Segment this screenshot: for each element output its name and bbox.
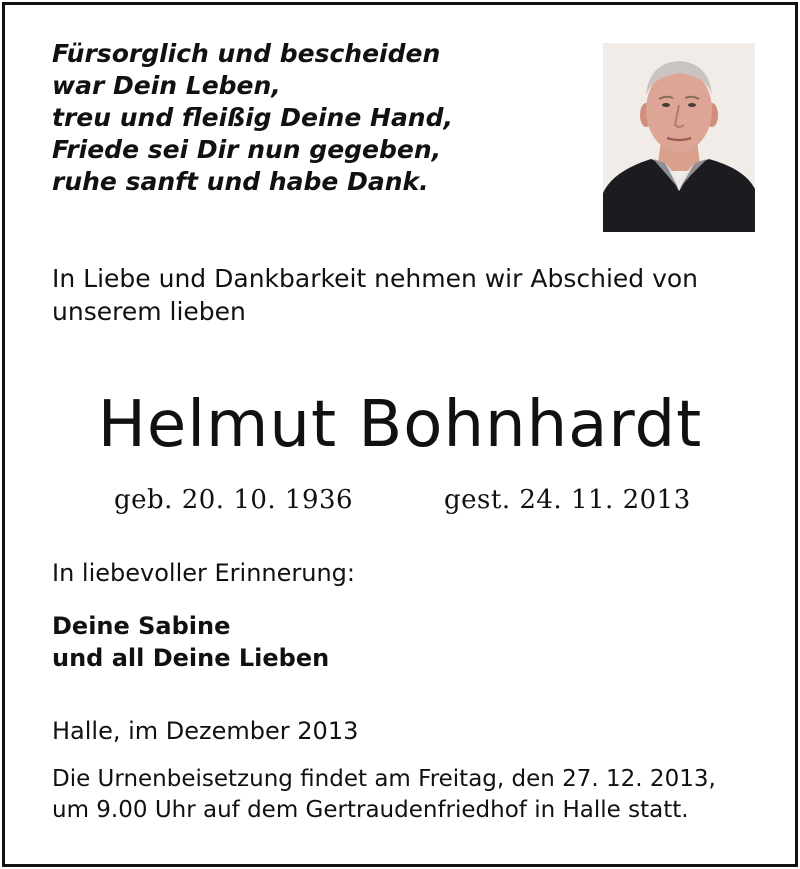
memory-line: In liebevoller Erinnerung: [52,559,355,587]
intro-text [52,262,698,328]
mourner-line: und all Deine Lieben [52,644,330,672]
portrait-photo-graphic [603,43,755,232]
burial-notice [52,764,716,826]
intro-line: In Liebe und Dankbarkeit nehmen wir Abschied von [52,264,699,293]
intro-line: unserem lieben [52,297,246,326]
poem-line: ruhe sanft und habe Dank. [52,167,429,196]
place-date: Halle, im Dezember 2013 [52,717,359,745]
burial-line: um 9.00 Uhr auf dem Gertraudenfriedhof in Halle statt. [52,797,689,823]
poem-line: Friede sei Dir nun gegeben, [52,135,442,164]
portrait-photo [603,43,755,232]
mourner-line: Deine Sabine [52,612,231,640]
deceased-name: Helmut Bohnhardt [97,388,703,462]
poem-line: treu und fleißig Deine Hand, [52,103,454,132]
birth-date: geb. 20. 10. 1936 [114,485,354,515]
poem-line: war Dein Leben, [52,71,281,100]
poem-line: Fürsorglich und bescheiden [52,39,441,68]
poem-verse [52,38,453,198]
mourners-signature [52,610,329,674]
burial-line: Die Urnenbeisetzung findet am Freitag, den 27. 12. 2013, [52,766,716,792]
death-date: gest. 24. 11. 2013 [444,485,691,515]
